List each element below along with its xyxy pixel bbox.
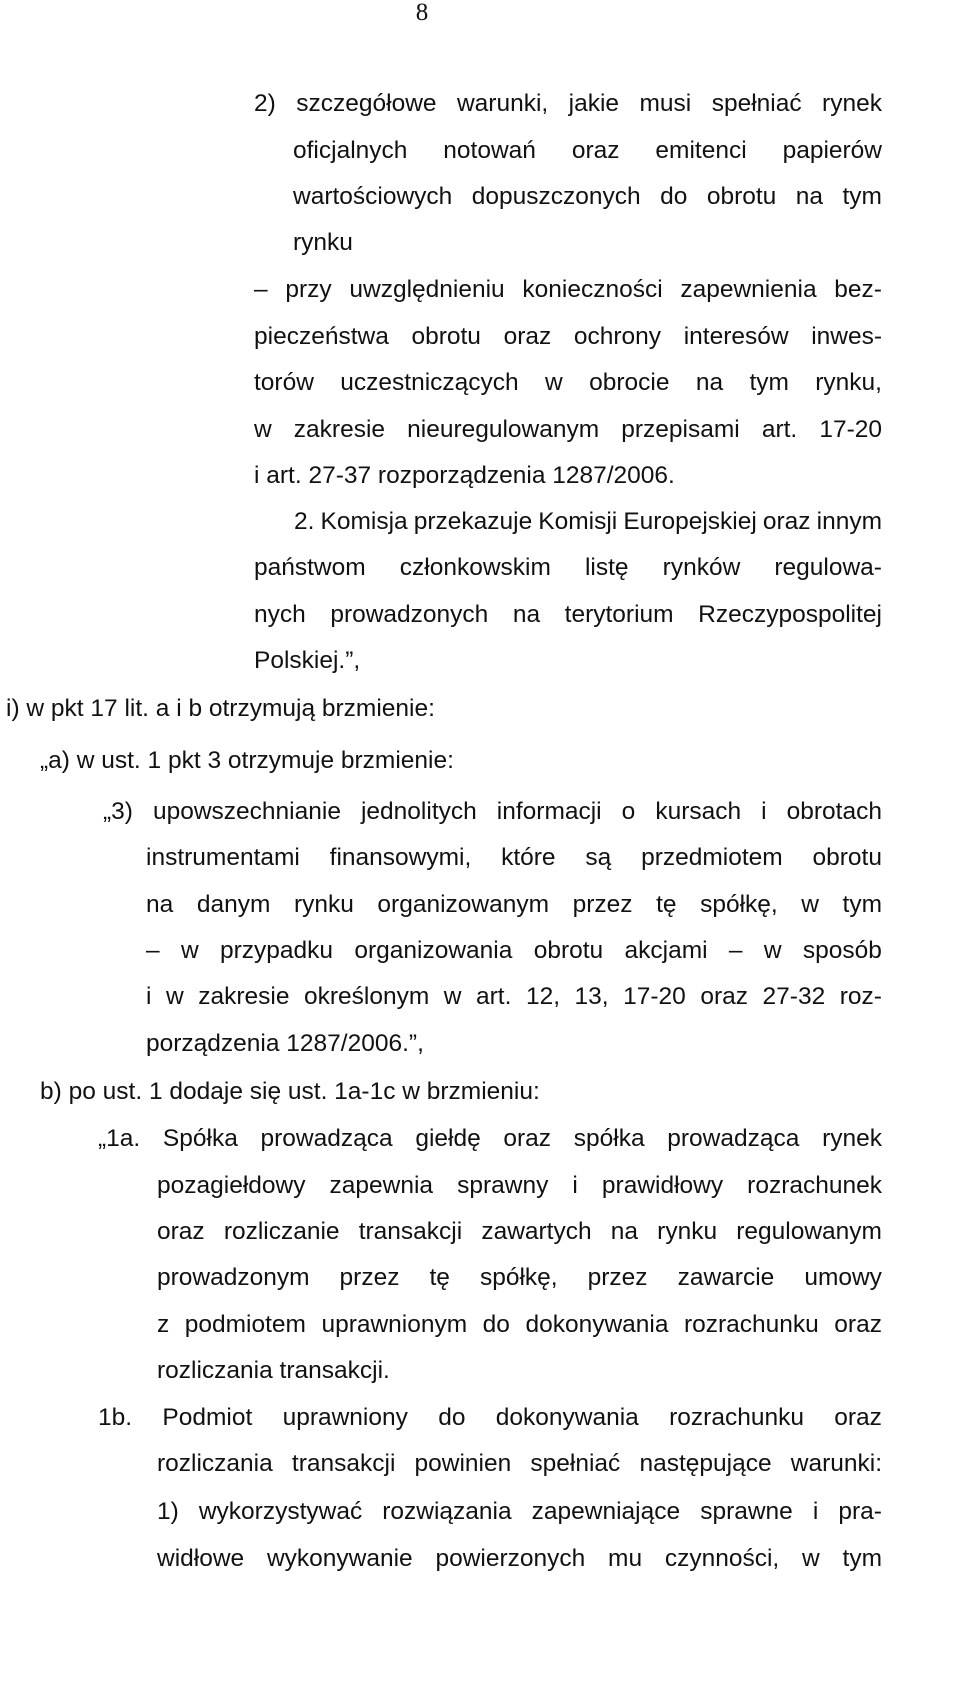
- text-line: państwom członkowskim listę rynków regulowa-: [254, 554, 882, 581]
- text-line: – w przypadku organizowania obrotu akcjami – w sposób: [146, 937, 882, 964]
- text-line: oraz rozliczanie transakcji zawartych na rynku regulowanym: [157, 1218, 882, 1245]
- text-line: pozagiełdowy zapewnia sprawny i prawidłowy rozrachunek: [157, 1172, 882, 1199]
- text-line: 1) wykorzystywać rozwiązania zapewniające sprawne i pra-: [157, 1498, 882, 1525]
- text-line: 2. Komisja przekazuje Komisji Europejskiej oraz innym: [294, 508, 882, 535]
- text-line: porządzenia 1287/2006.”,: [146, 1030, 424, 1057]
- text-line: rynku: [293, 229, 353, 256]
- text-line: i w zakresie określonym w art. 12, 13, 17-20 oraz 27-32 roz-: [146, 983, 882, 1010]
- text-line: – przy uwzględnieniu konieczności zapewnienia bez-: [254, 276, 882, 303]
- text-line: rozliczania transakcji.: [157, 1357, 390, 1384]
- text-line: widłowe wykonywanie powierzonych mu czynności, w tym: [157, 1545, 882, 1572]
- text-line: torów uczestniczących w obrocie na tym rynku,: [254, 369, 882, 396]
- text-line: „a) w ust. 1 pkt 3 otrzymuje brzmienie:: [40, 747, 454, 774]
- text-line: nych prowadzonych na terytorium Rzeczypospolitej: [254, 601, 882, 628]
- text-line: rozliczania transakcji powinien spełniać następujące warunki:: [157, 1450, 882, 1477]
- text-line: Polskiej.”,: [254, 647, 361, 674]
- text-line: i) w pkt 17 lit. a i b otrzymują brzmienie:: [6, 695, 435, 722]
- text-line: 1b. Podmiot uprawniony do dokonywania rozrachunku oraz: [98, 1404, 882, 1431]
- text-line: i art. 27-37 rozporządzenia 1287/2006.: [254, 462, 675, 489]
- text-line: na danym rynku organizowanym przez tę spółkę, w tym: [146, 891, 882, 918]
- text-line: prowadzonym przez tę spółkę, przez zawarcie umowy: [157, 1264, 882, 1291]
- text-line: w zakresie nieuregulowanym przepisami art. 17-20: [254, 416, 882, 443]
- text-line: „1a. Spółka prowadząca giełdę oraz spółka prowadząca rynek: [98, 1125, 882, 1152]
- text-line: oficjalnych notowań oraz emitenci papierów: [293, 137, 882, 164]
- text-line: pieczeństwa obrotu oraz ochrony interesów inwes-: [254, 323, 882, 350]
- text-line: wartościowych dopuszczonych do obrotu na tym: [293, 183, 882, 210]
- text-line: b) po ust. 1 dodaje się ust. 1a-1c w brzmieniu:: [40, 1078, 540, 1105]
- text-line: „3) upowszechnianie jednolitych informacji o kursach i obrotach: [103, 798, 882, 825]
- text-line: 2) szczegółowe warunki, jakie musi spełniać rynek: [254, 90, 882, 117]
- text-line: z podmiotem uprawnionym do dokonywania rozrachunku oraz: [157, 1311, 882, 1338]
- page-number: 8: [415, 0, 429, 26]
- text-line: instrumentami finansowymi, które są przedmiotem obrotu: [146, 844, 882, 871]
